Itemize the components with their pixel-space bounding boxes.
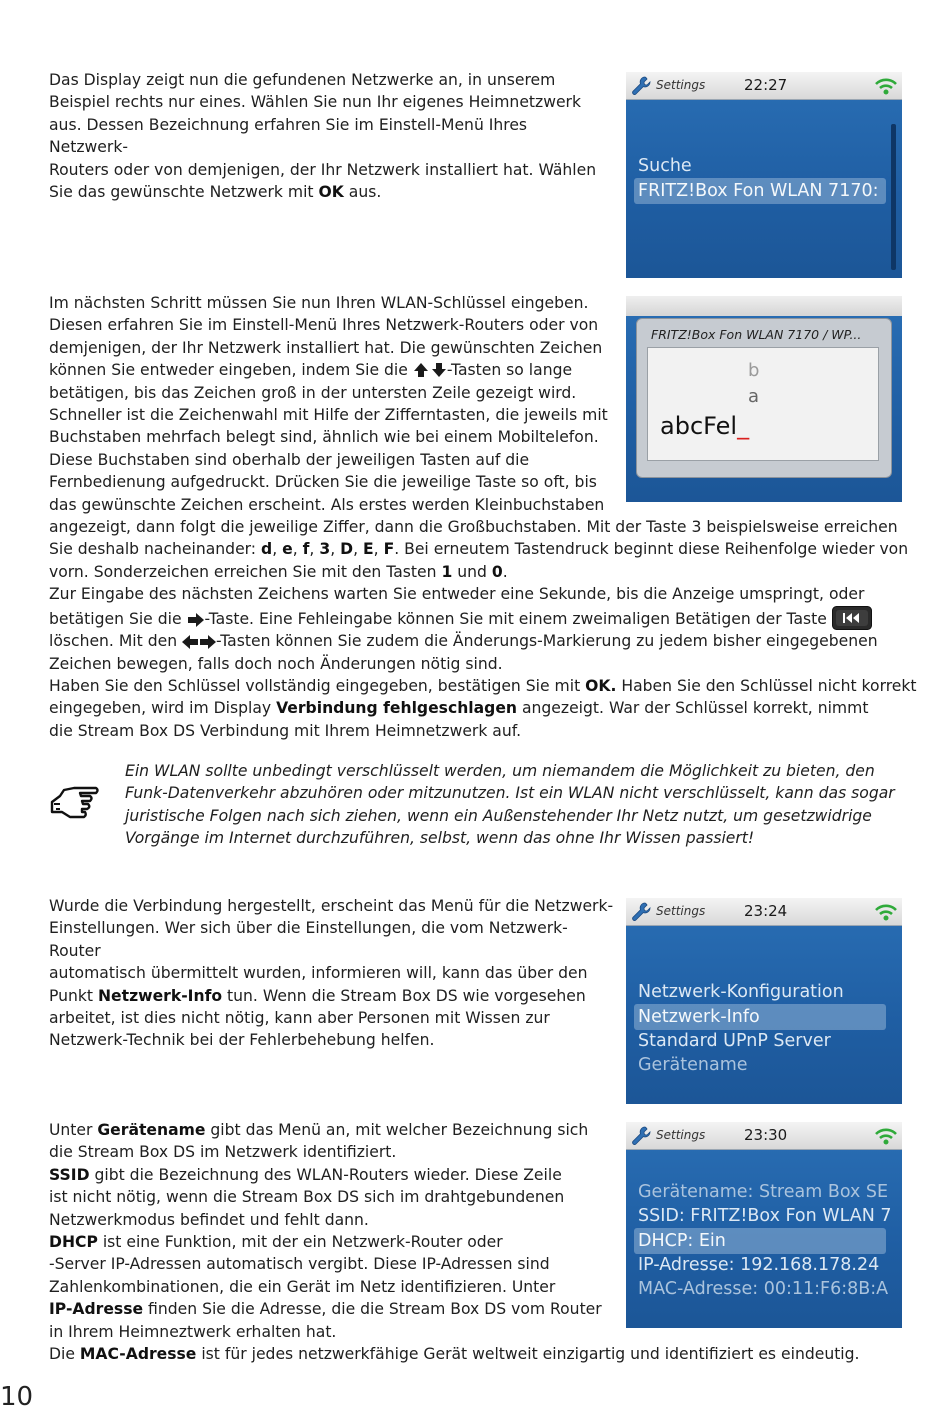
device-screen-network-search [626, 72, 902, 278]
screen-title: Settings [656, 78, 706, 92]
status-bar [626, 898, 902, 926]
paragraph-network-info: Unter Gerätename gibt das Menü an, mit welcher Bezeichnung sich die Stream Box DS im Netzwerk identifiziert. SSID gibt die Bezeichnung des WLAN-Routers wieder. Diese Zeile ist nicht nötig, wenn die Stream Box DS sich im drahtgebundenen Netzwerkmodus befindet und fehlt dann. DHCP ist eine Funktion, mit der ein Netzwerk-Router oder -Server IP-Adressen automatisch vergibt. Diese IP-Adressen sind Zahlenkombinationen, die ein Gerät im Netz identifizieren. Unter IP-Adresse finden Sie die Adresse, die die Stream Box DS vom Router in Ihrem Heimneztwerk erhalten hat. Die MAC-Adresse ist für jedes netzwerkfähige Gerät weltweit einzigartig und identifiziert es eindeutig. [49, 1121, 860, 1364]
menu-item-selected-network: FRITZ!Box Fon WLAN 7170: [634, 178, 886, 204]
pointing-hand-icon [50, 782, 100, 824]
paragraph-network-settings: Wurde die Verbindung hergestellt, erscheint das Menü für die Netzwerk- Einstellungen. Wer sich über die Einstellungen, die vom Netzwerk-Router automatisch übermittelt wurden, informieren will, kann das über den Punkt Netzwerk-Info tun. Wenn die Stream Box DS wie vorgesehen arbeitet, ist dies nicht nötig, kann aber Personen mit Wissen zur Netzwerk-Technik bei der Fehlerbehebung helfen. [49, 897, 614, 1050]
menu-item-device-name: Gerätename [638, 1055, 748, 1075]
dialog-title: FRITZ!Box Fon WLAN 7170 / WP... [651, 327, 862, 342]
page-number: 10 [0, 1382, 34, 1412]
screen-title: Settings [656, 1128, 706, 1142]
wifi-icon [874, 901, 898, 923]
scrollbar [891, 124, 896, 270]
menu-item-network-config: Netzwerk-Konfiguration [638, 982, 844, 1002]
clock: 22:27 [744, 76, 788, 94]
device-screen-network-menu [626, 898, 902, 1104]
wrench-icon [630, 901, 652, 923]
status-bar [626, 72, 902, 100]
key-input-area [647, 347, 879, 461]
candidate-char-a: a [748, 386, 760, 407]
wifi-icon [874, 1125, 898, 1147]
info-dhcp: DHCP: Ein [634, 1228, 886, 1254]
candidate-char-b: b [748, 360, 760, 381]
note-encryption: Ein WLAN sollte unbedingt verschlüsselt werden, um niemandem die Möglichkeit zu bieten, den Funk-Datenverkehr abzuhören oder mitzunutzen. Ist ein WLAN nicht verschlüsselt, kann das sogar juristische Folgen nach sich ziehen, wenn ein Außenstehender Ihr Netz nutzt, um gesetzwidrige Vorgänge im Internet durchzuführen, selbst, wenn das ohne Ihr Wissen passiert! [125, 762, 895, 848]
input-cursor: _ [737, 412, 750, 440]
arrow-right-icon [187, 613, 205, 627]
wrench-icon [630, 1125, 652, 1147]
wrench-icon [630, 75, 652, 97]
skip-back-key-icon [832, 606, 872, 630]
clock: 23:24 [744, 902, 788, 920]
paragraph-network-select: Das Display zeigt nun die gefundenen Netzwerke an, in unserem Beispiel rechts nur eines. Wählen Sie nun Ihr eigenes Heimnetzwerk aus. Dessen Bezeichnung erfahren Sie im Einstell-Menü Ihres Netzwerk- Routers oder von demjenigen, der Ihr Netzwerk installiert hat. Wählen Sie das gewünschte Netzwerk mit OK aus. [49, 71, 597, 202]
screen-title: Settings [656, 904, 706, 918]
clock: 23:30 [744, 1126, 788, 1144]
key-entry-dialog [636, 318, 892, 478]
menu-item-network-info: Netzwerk-Info [634, 1004, 886, 1030]
device-screen-key-entry [626, 296, 902, 502]
status-bar [626, 1122, 902, 1150]
info-mac-address: MAC-Adresse: 00:11:F6:8B:A [638, 1279, 889, 1299]
menu-item-upnp-server: Standard UPnP Server [638, 1031, 831, 1051]
arrow-left-right-icon [182, 635, 216, 649]
status-bar-background [626, 296, 902, 316]
info-ssid: SSID: FRITZ!Box Fon WLAN 7 [638, 1206, 892, 1226]
info-device-name: Gerätename: Stream Box SE [638, 1182, 889, 1202]
wifi-icon [874, 75, 898, 97]
info-ip-address: IP-Adresse: 192.168.178.24 [638, 1255, 880, 1275]
menu-item-search: Suche [638, 156, 692, 176]
paragraph-wlan-key: Im nächsten Schritt müssen Sie nun Ihren WLAN-Schlüssel eingeben. Diesen erfahren Sie im Einstell-Menü Ihres Netzwerk-Routers oder von demjenigen, der Ihr Netzwerk installiert hat. Die gewünschten Zeichen können Sie entweder eingeben, indem Sie die -Tasten so lange betätigen, bis das Zeichen groß in der untersten Zeile gezeigt wird. Schneller ist die Zeichenwahl mit Hilfe der Zifferntasten, die jeweils mit Buchstaben mehrfach belegt sind, ähnlich wie bei einem Mobiltelefon. Diese Buchstaben sind oberhalb der jeweiligen Tasten auf die Fernbedienung aufgedruckt. Drücken Sie die jeweilige Taste so oft, bis das gewünschte Zeichen erscheint. Als erstes werden Kleinbuchstaben angezeigt, dann folgt die jeweilige Ziffer, dann die Großbuchstaben. Mit der Taste 3 beispielsweise erreichen Sie deshalb nacheinander: d, e, f, 3, D, E, F. Bei erneutem Tastendruck beginnt diese Reihenfolge wieder von vorn. Sonderzeichen erreichen Sie mit den Tasten 1 und 0. Zur Eingabe des nächsten Zeichens warten Sie entweder eine Sekunde, bis die Anzeige umspringt, oder betätigen Sie die -Taste. Eine Fehleingabe können Sie mit einem zweimaligen Betätigen der Taste löschen. Mit den -Tasten können Sie zudem die Änderungs-Markierung zu jedem bisher eingegebenen Zeichen bewegen, falls doch noch Änderungen nötig sind. Haben Sie den Schlüssel vollständig eingegeben, bestätigen Sie mit OK. Haben Sie den Schlüssel nicht korrekt eingegeben, wird im Display Verbindung fehlgeschlagen angezeigt. War der Schlüssel korrekt, nimmt die Stream Box DS Verbindung mit Ihrem Heimnetzwerk auf. [49, 294, 917, 740]
arrow-up-down-icon [413, 362, 447, 378]
device-screen-network-info [626, 1122, 902, 1328]
key-entry-text: abcFel_ [660, 412, 750, 440]
